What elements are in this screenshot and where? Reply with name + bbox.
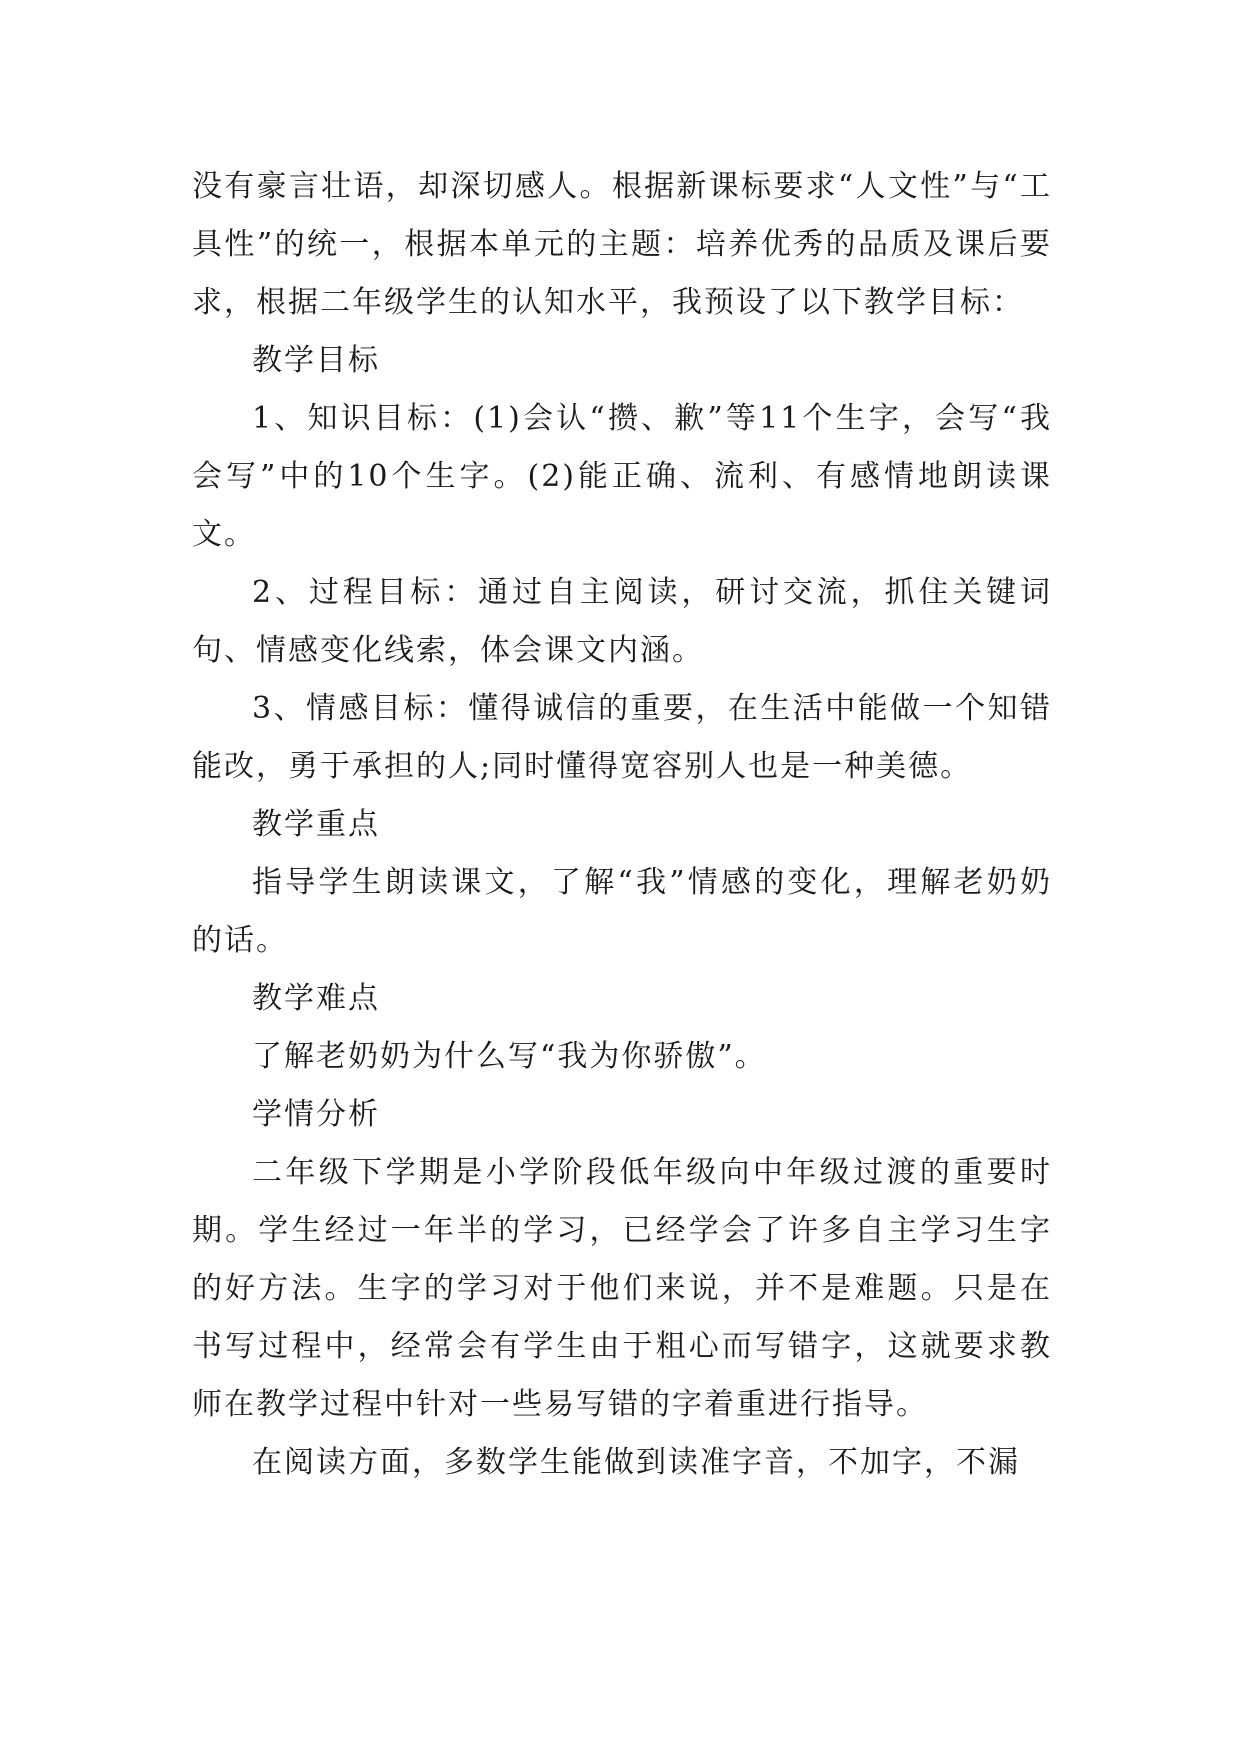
learning-analysis-paragraph-2: 在阅读方面，多数学生能做到读准字音，不加字，不漏	[252, 1445, 1020, 1480]
process-objective-paragraph: 2、过程目标：通过自主阅读，研讨交流，抓住关键词句、情感变化线索，体会课文内涵。	[192, 575, 1052, 668]
emotion-objective-paragraph: 3、情感目标：懂得诚信的重要，在生活中能做一个知错能改，勇于承担的人;同时懂得宽容别人也是一种美德。	[192, 691, 1052, 784]
document-page	[192, 158, 1052, 1492]
teaching-difficulty-paragraph: 了解老奶奶为什么写“我为你骄傲”。	[252, 1039, 767, 1074]
learning-analysis-paragraph-1: 二年级下学期是小学阶段低年级向中年级过渡的重要时期。学生经过一年半的学习，已经学会了许多自主学习生字的好方法。生字的学习对于他们来说，并不是难题。只是在书写过程中，经常会有学生由于粗心而写错字，这就要求教师在教学过程中针对一些易写错的字着重进行指导。	[192, 1155, 1052, 1422]
heading-teaching-focus: 教学重点	[252, 807, 380, 842]
heading-learning-analysis: 学情分析	[252, 1097, 380, 1132]
heading-teaching-objectives: 教学目标	[252, 343, 380, 378]
intro-paragraph: 没有豪言壮语，却深切感人。根据新课标要求“人文性”与“工具性”的统一，根据本单元的主题：培养优秀的品质及课后要求，根据二年级学生的认知水平，我预设了以下教学目标：	[192, 169, 1052, 320]
teaching-focus-paragraph: 指导学生朗读课文，了解“我”情感的变化，理解老奶奶的话。	[192, 865, 1052, 958]
heading-teaching-difficulty: 教学难点	[252, 981, 380, 1016]
knowledge-objective-paragraph: 1、知识目标：(1)会认“攒、歉”等11个生字，会写“我会写”中的10个生字。(2)能正确、流利、有感情地朗读课文。	[192, 401, 1052, 552]
